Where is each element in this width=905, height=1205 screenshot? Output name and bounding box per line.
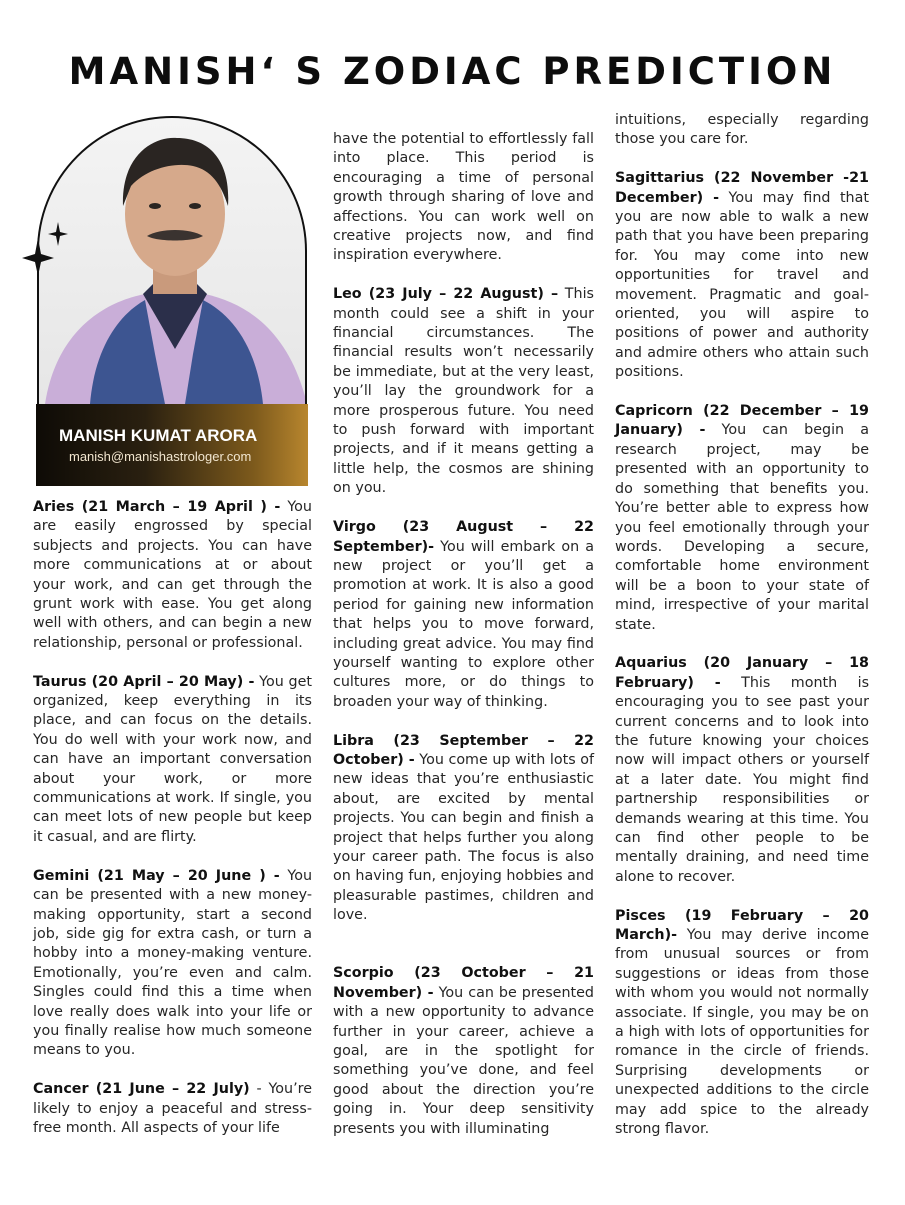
page-title: MANISH‘ S ZODIAC PREDICTION	[68, 50, 837, 93]
author-photo	[35, 114, 309, 404]
prediction-pisces	[615, 907, 869, 1140]
prediction-taurus	[33, 673, 312, 848]
sign-text: You come up with lots of new ideas that you’re enthusiastic about, are excited by mental projects. You can begin and finish a project that helps further you along your career path. The focus is also on having fun, enjoying hobbies and pleasurable pastimes, children and love.	[333, 751, 594, 924]
column-1	[33, 498, 312, 1158]
sign-text: intuitions, especially regarding those you care for.	[615, 112, 869, 148]
sign-heading: Leo (23 July – 22 August) –	[333, 286, 559, 303]
prediction-libra	[333, 732, 594, 926]
column-3	[615, 111, 869, 1159]
prediction-scorpio	[333, 964, 594, 1139]
sign-text: You get organized, keep everything in its place, and can focus on the details. You do well with your work now, and can have an important conversation about your work, or more communications at work. If single, you can meet lots of new people but keep it casual, and are flirty.	[33, 673, 312, 845]
sign-text: You will embark on a new project or you’ll get a promotion at work. It is also a good period for gaining new information that helps you to move forward, including great advice. You may find yourself wanting to explore other cultures more, or do things to broaden your way of thinking.	[333, 538, 594, 710]
sign-text: You can be presented with a new money-making opportunity, start a second job, side gig for extra cash, or turn a hobby into a money-making venture. Emotionally, you’re even and calm. Singles could find this a time when love really does walk into your life or you finally realise how much someone means to you.	[33, 867, 313, 1059]
prediction-aquarius	[615, 654, 869, 887]
sign-heading: Taurus (20 April – 20 May) -	[33, 673, 255, 690]
sign-text: You may find that you are now able to walk a new path that you have been preparing for. You may come into new opportunities for travel and movement. Pragmatic and goal-oriented, you will aspire to positions of power and authority and admire others who attain such positions.	[615, 189, 869, 381]
sparkle-icon	[22, 218, 68, 276]
sign-heading: Gemini (21 May – 20 June ) -	[33, 867, 280, 884]
prediction-leo	[333, 285, 594, 498]
sign-heading: Virgo (23 August – 22 September)-	[333, 519, 594, 555]
sign-heading: Aries (21 March – 19 April ) -	[33, 499, 281, 515]
sign-heading: Capricorn (22 December – 19 January) -	[615, 403, 869, 439]
sign-text: - You’re likely to enjoy a peaceful and stress-free month. All aspects of your life	[33, 1081, 313, 1136]
sign-heading: Pisces (19 February – 20 March)-	[615, 907, 869, 943]
author-name: MANISH KUMAT ARORA	[59, 426, 258, 445]
prediction-sagittarius	[615, 169, 869, 382]
sign-heading: Cancer (21 June – 22 July)	[33, 1081, 250, 1098]
author-email: manish@manishastrologer.com	[69, 449, 252, 464]
prediction-aries	[33, 498, 312, 653]
sign-text: You can be presented with a new opportunity to advance further in your career, achieve a goal, are in the spotlight for something you’ve done, and feel good about the direction you’re going in. Your deep sensitivity presents you with illuminating	[333, 984, 594, 1137]
prediction-cancer-continued	[333, 130, 594, 266]
sign-heading: Libra (23 September – 22 October) -	[333, 732, 594, 768]
prediction-gemini	[33, 867, 312, 1061]
sign-text: have the potential to effortlessly fall into place. This period is encouraging a time of personal growth through sharing of love and affections. You can work well on creative projects now, and find inspiration everywhere.	[333, 131, 594, 264]
prediction-cancer	[33, 1080, 312, 1138]
sign-heading: Aquarius (20 January – 18 February) -	[615, 655, 869, 691]
sign-text: You can begin a research project, may be presented with an opportunity to do something that benefits you. You’re better able to express how you feel emotionally through your words. Developing a secure, comfortable home environment will be a boon to your state of mind, irrespective of your marital state.	[615, 422, 869, 633]
prediction-virgo	[333, 518, 594, 712]
prediction-capricorn	[615, 402, 869, 635]
sign-text: This month is encouraging you to see past your current concerns and to look into the future knowing your choices now will impact others or yourself at a later date. You might find partnership responsibilities or demands wearing at this time. You can find other people to be mentally draining, and need time alone to recover.	[615, 674, 870, 885]
sign-text: You may derive income from unusual sources or from suggestions or ideas from those with whom you would not normally associate. If single, you may be on a high with lots of opportunities for romance in the circle of friends. Surprising developments or unexpected additions to the circle may add spice to the already strong flavor.	[615, 927, 869, 1138]
prediction-scorpio-continued	[615, 111, 869, 150]
sign-heading: Scorpio (23 October – 21 November) -	[333, 965, 594, 1001]
sign-text: This month could see a shift in your financial circumstances. The financial results won’t necessarily be immediate, but at the very least, you’ll lay the groundwork for a more prosperous future. You need to push forward with important projects, and if it means getting a little help, the cosmos are shining on you.	[333, 286, 594, 497]
sign-text: You are easily engrossed by special subjects and projects. You can have more communications at or about your work, and can get through the grunt work with ease. You get along well with others, and can begin a new relationship, personal or professional.	[33, 499, 312, 651]
author-nameplate	[36, 404, 308, 486]
column-2	[333, 130, 594, 1158]
sign-heading: Sagittarius (22 November -21 December) -	[615, 170, 869, 206]
